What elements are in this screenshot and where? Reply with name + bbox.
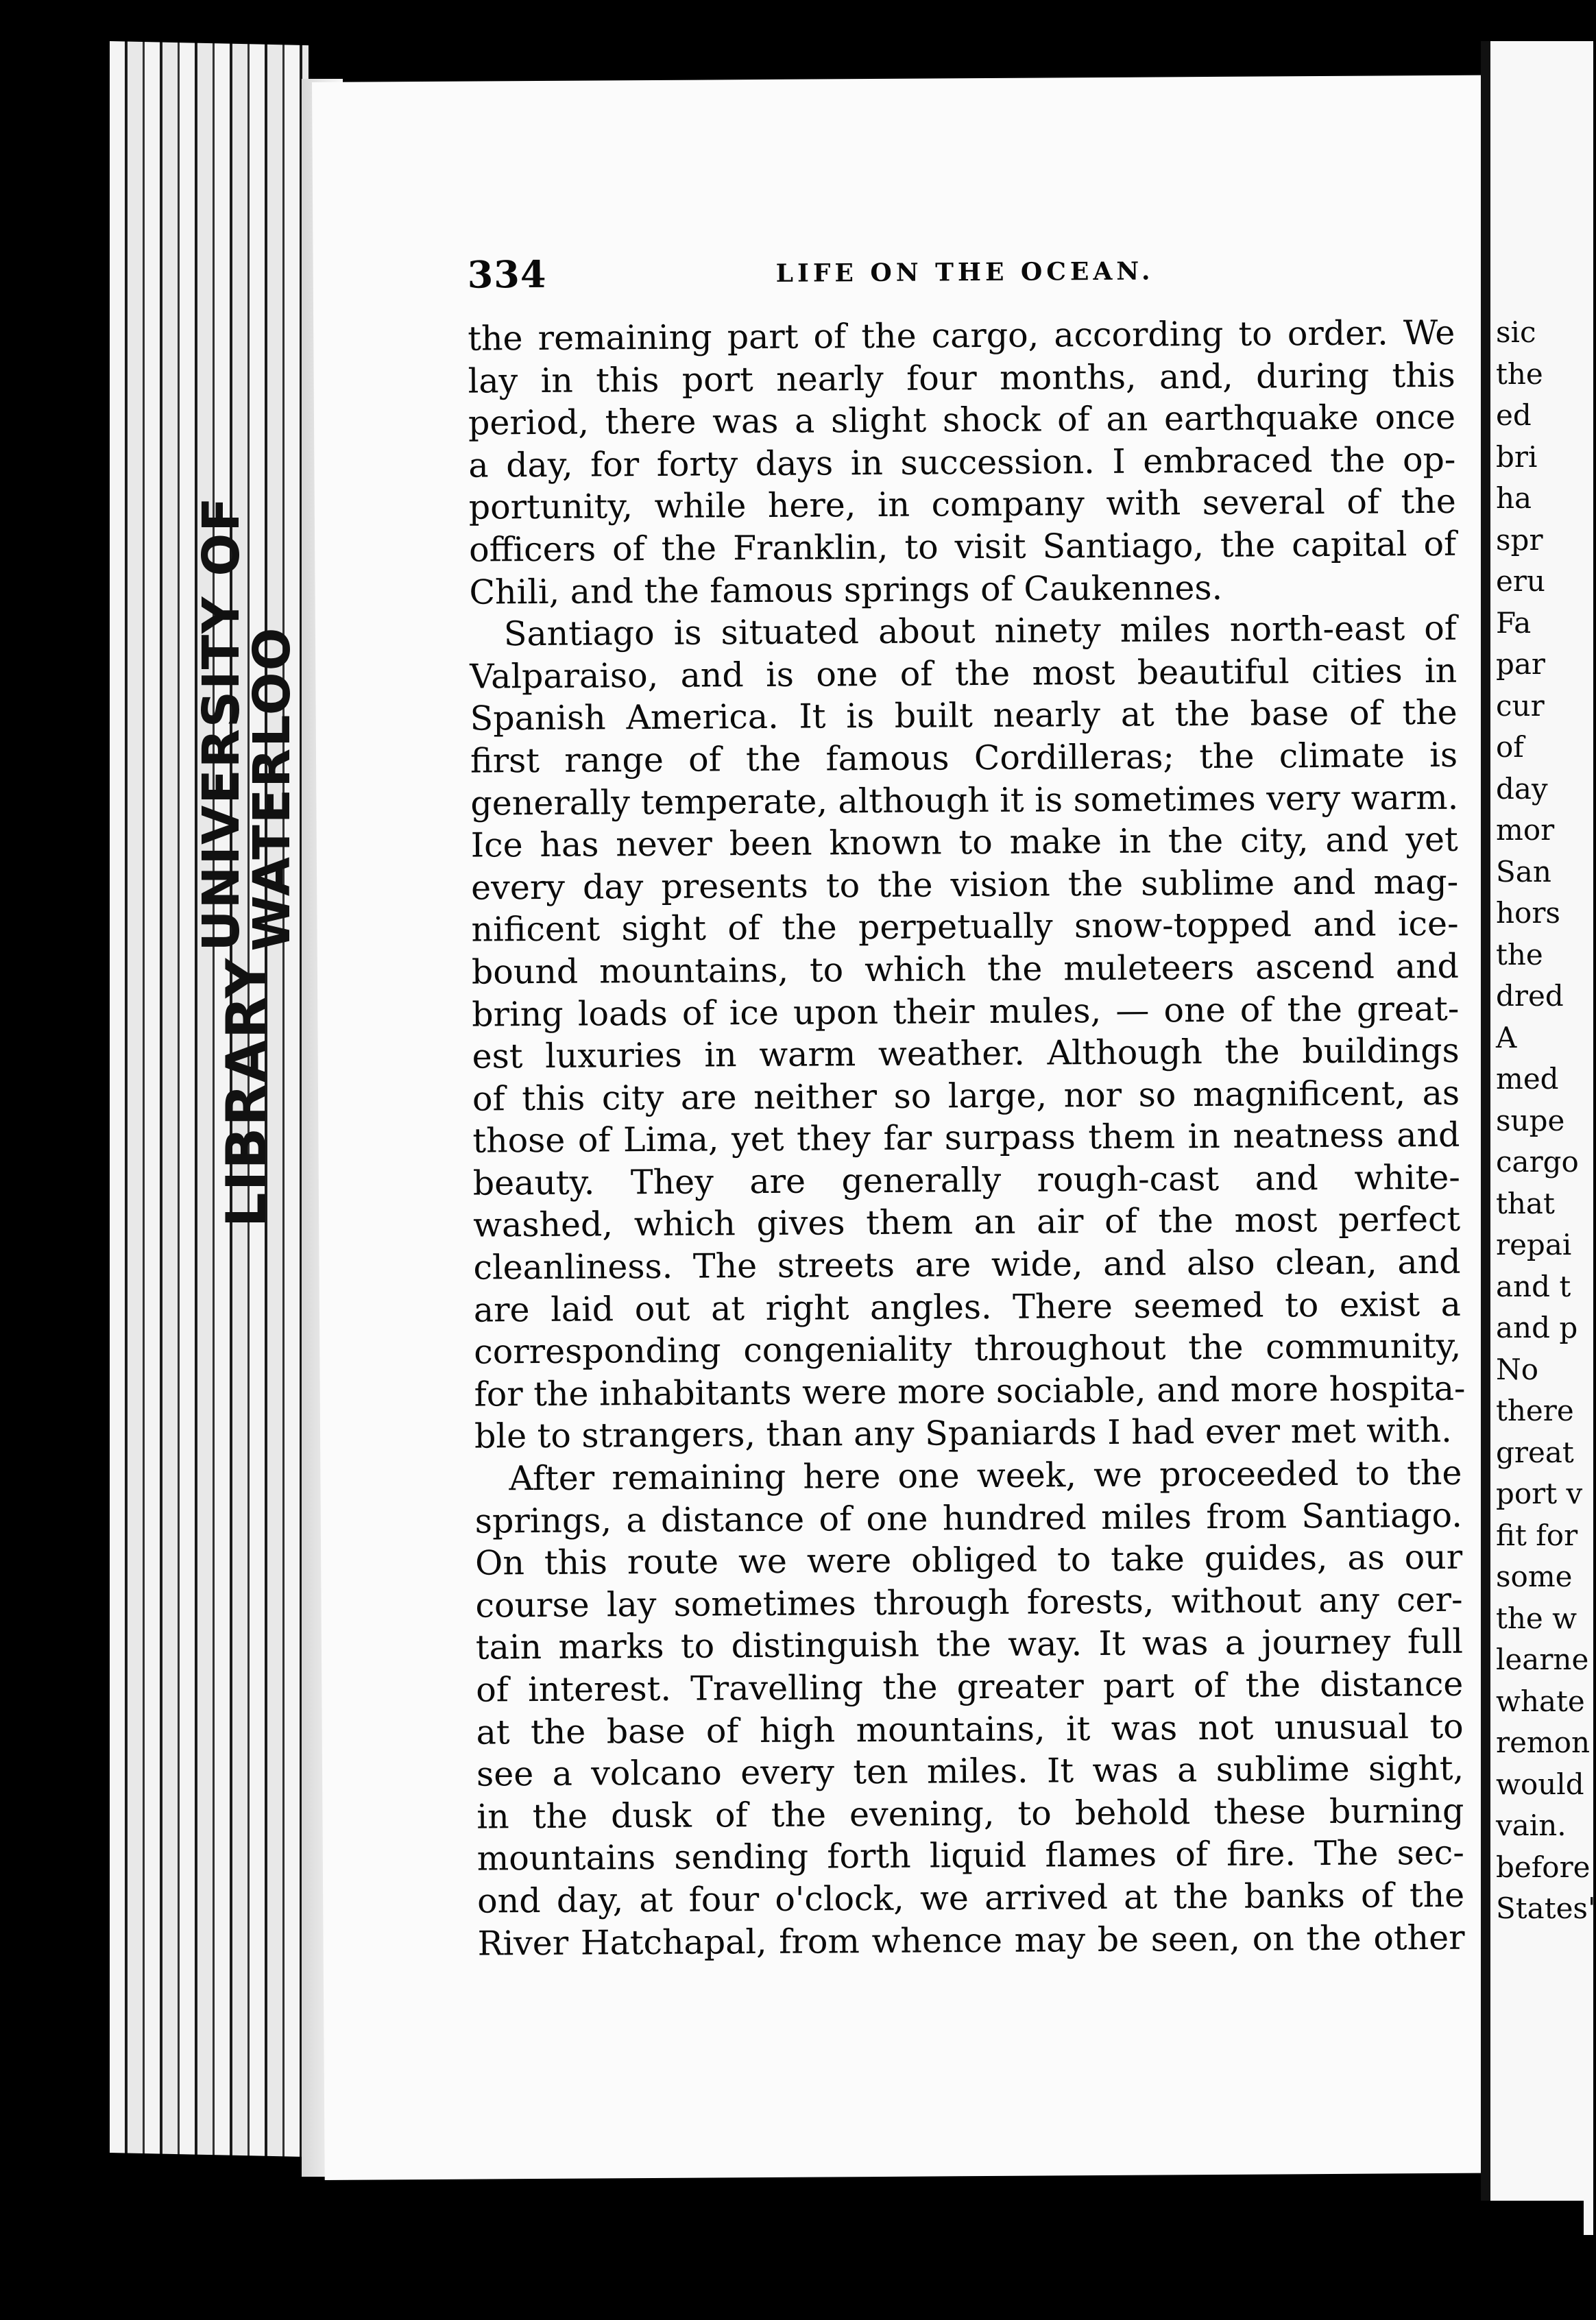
text-line: washed, which gives them an air of the most perfect <box>473 1200 1461 1246</box>
facing-page-fragment: med <box>1496 1062 1559 1096</box>
text-line: Chili, and the famous springs of Caukennes. <box>469 568 1223 612</box>
facing-page-fragment: port v <box>1496 1477 1583 1510</box>
facing-page-fragment: and t <box>1496 1269 1571 1303</box>
facing-page-fragment: States' <box>1496 1892 1596 1925</box>
book-page <box>312 75 1514 2180</box>
text-line: mountains sending forth liquid flames of fire. The sec- <box>476 1833 1464 1878</box>
facing-page-edge <box>1481 41 1596 2235</box>
facing-page-fragment: day <box>1496 771 1548 806</box>
facing-page-fragment: whate <box>1496 1684 1585 1718</box>
facing-page-fragment: before <box>1496 1850 1591 1884</box>
library-stamp <box>178 370 315 1227</box>
facing-page-fragment: of <box>1496 730 1524 764</box>
facing-page-fragment: bri <box>1496 439 1538 474</box>
facing-page-fragment: would <box>1496 1767 1584 1801</box>
facing-page-fragment: remon <box>1496 1726 1591 1759</box>
facing-page-fragment: mor <box>1496 813 1555 847</box>
text-line: for the inhabitants were more sociable, and more hospita- <box>474 1368 1466 1414</box>
text-line: Ice has never been known to make in the city, and yet <box>470 819 1458 865</box>
text-line: Santiago is situated about ninety miles north-east of <box>503 608 1458 654</box>
text-line: of this city are neither so large, nor so magnificent, as <box>472 1073 1460 1119</box>
facing-page-fragment: spr <box>1496 522 1543 557</box>
facing-page-fragment: hors <box>1496 896 1560 930</box>
text-line: lay in this port nearly four months, and, during this <box>468 355 1455 401</box>
text-line: est luxuries in warm weather. Although the buildings <box>472 1030 1460 1076</box>
text-line: every day presents to the vision the sublime and mag- <box>471 862 1459 908</box>
facing-page-fragment: eru <box>1496 564 1545 598</box>
facing-page-fragment: repai <box>1496 1228 1572 1261</box>
facing-page-fragment: and p <box>1496 1311 1578 1344</box>
facing-page-fragment: San <box>1496 854 1551 889</box>
stamp-university-text: UNIVERSITY OF WATERLOO <box>192 496 302 952</box>
text-line: springs, a distance of one hundred miles from Santiago. <box>474 1495 1462 1541</box>
facing-page-fragment: Fa <box>1496 605 1532 640</box>
text-line: tain marks to distinguish the way. It was a journey full <box>475 1622 1464 1667</box>
facing-page-text <box>1496 312 1596 1930</box>
text-line: at the base of high mountains, it was not unusual to <box>476 1706 1464 1752</box>
facing-page-fragment: dred <box>1496 979 1564 1013</box>
text-line: bound mountains, to which the muleteers ascend and <box>471 946 1460 992</box>
facing-page-fragment: that <box>1496 1186 1555 1220</box>
facing-page-fragment: ha <box>1496 481 1532 515</box>
facing-page-fragment: there <box>1496 1394 1574 1427</box>
stamp-library-text: LIBRARY <box>215 956 278 1227</box>
text-line: cleanliness. The streets are wide, and also clean, and <box>473 1242 1461 1288</box>
text-line: are laid out at right angles. There seemed to exist a <box>473 1284 1462 1330</box>
text-line: On this route we were obliged to take guides, as our <box>475 1538 1463 1583</box>
text-line: nificent sight of the perpetually snow-topped and ice- <box>471 904 1459 950</box>
facing-page-fragment: cargo <box>1496 1145 1579 1179</box>
text-line: see a volcano every ten miles. It was a sublime sight, <box>476 1748 1464 1794</box>
facing-page-fragment: fit for <box>1496 1518 1578 1552</box>
text-line: ond day, at four o'clock, we arrived at the banks of the <box>477 1875 1465 1921</box>
facing-page-fragment: the w <box>1496 1601 1577 1635</box>
text-line: corresponding congeniality throughout the community, <box>474 1327 1462 1372</box>
body-text <box>468 312 1465 1965</box>
facing-page-fragment: ed <box>1496 398 1532 432</box>
text-line: Valparaiso, and is one of the most beautiful cities in <box>470 651 1458 697</box>
text-line: Spanish America. It is built nearly at the base of the <box>470 693 1458 738</box>
facing-page-fragment: cur <box>1496 688 1545 723</box>
text-line: After remaining here one week, we proceeded to the <box>509 1453 1462 1499</box>
facing-page-fragment: par <box>1496 647 1546 681</box>
text-line: in the dusk of the evening, to behold these burning <box>476 1791 1464 1837</box>
running-head <box>468 247 1462 308</box>
facing-page-fragment: supe <box>1496 1103 1565 1137</box>
text-line: River Hatchapal, from whence may be seen, on the other <box>477 1918 1465 1963</box>
text-line: portunity, while here, in company with several of the <box>468 482 1456 527</box>
text-line: ble to strangers, than any Spaniards I had ever met with. <box>474 1411 1452 1457</box>
facing-page-fragment: the <box>1496 357 1543 391</box>
text-line: beauty. They are generally rough-cast and white- <box>472 1157 1460 1203</box>
facing-page-fragment: No <box>1496 1352 1539 1386</box>
facing-page-fragment: vain. <box>1496 1809 1567 1842</box>
page-number: 334 <box>467 252 547 297</box>
text-line: first range of the famous Cordilleras; the climate is <box>470 735 1458 781</box>
text-line: generally temperate, although it is sometimes very warm. <box>470 777 1459 823</box>
text-line: the remaining part of the cargo, according to order. We <box>468 313 1455 359</box>
text-line: officers of the Franklin, to visit Santiago, the capital of <box>468 524 1457 570</box>
facing-page-fragment: some <box>1496 1560 1573 1593</box>
facing-page-fragment: the <box>1496 937 1543 971</box>
text-line: period, there was a slight shock of an earthquake once <box>468 398 1456 443</box>
text-line: bring loads of ice upon their mules, — one of the great- <box>472 989 1460 1035</box>
text-line: of interest. Travelling the greater part of the distance <box>476 1664 1464 1710</box>
facing-page-fragment: learne <box>1496 1643 1589 1676</box>
text-line: course lay sometimes through forests, without any cer- <box>475 1580 1463 1626</box>
facing-page-fragment: A <box>1496 1020 1517 1054</box>
text-line: a day, for forty days in succession. I embraced the op- <box>468 439 1456 485</box>
text-line: those of Lima, yet they far surpass them in neatness and <box>472 1115 1460 1161</box>
running-title: LIFE ON THE OCEAN. <box>775 256 1154 288</box>
facing-page-fragment: great <box>1496 1435 1574 1469</box>
scan-border <box>0 2201 1584 2320</box>
facing-page-fragment: sic <box>1496 315 1536 349</box>
